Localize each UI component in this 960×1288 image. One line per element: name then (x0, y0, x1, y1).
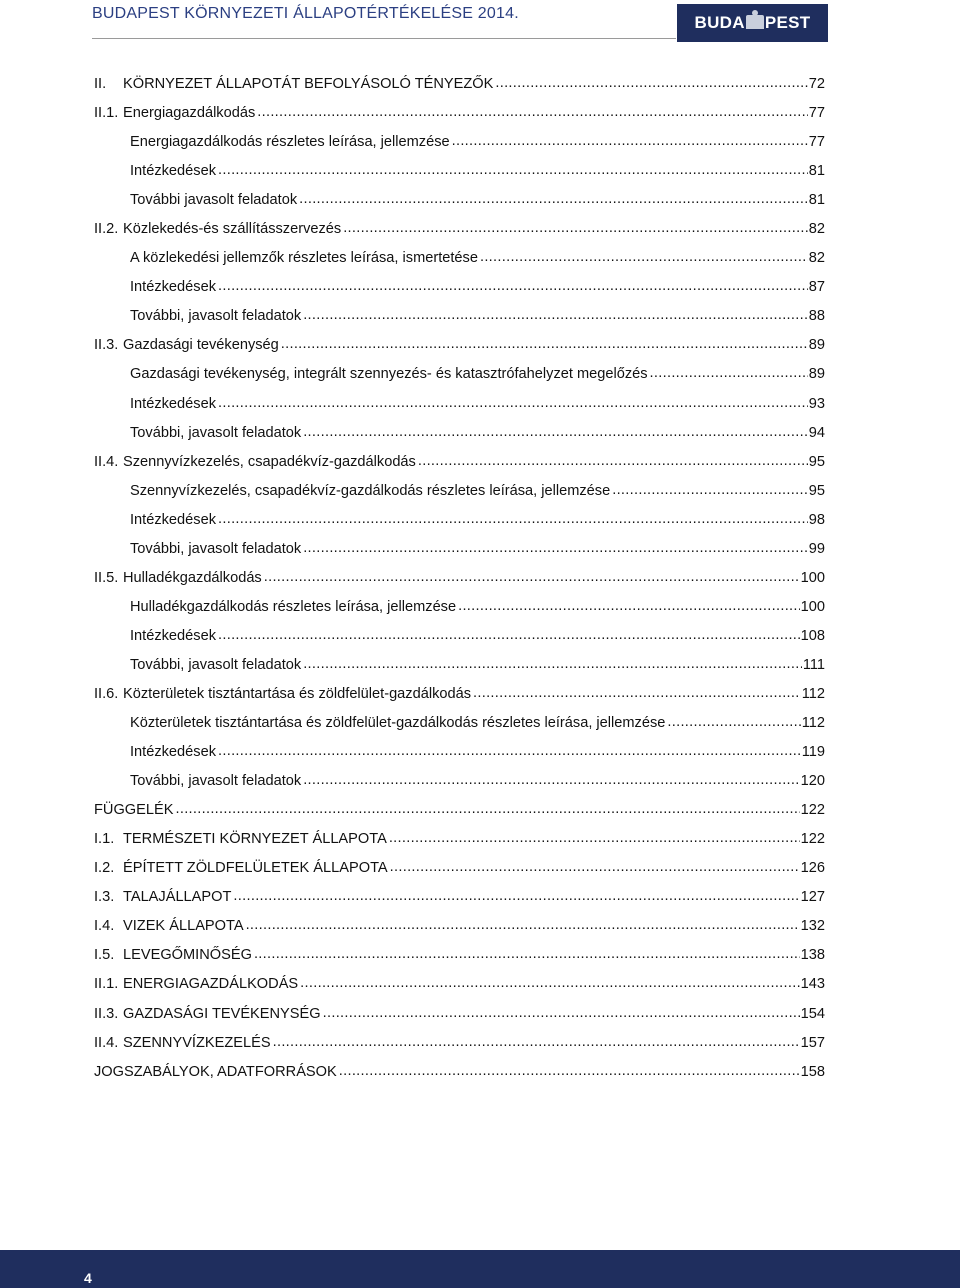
toc-entry-page: 88 (808, 308, 825, 325)
toc-dot-leader (323, 1004, 800, 1018)
toc-entry-title: Intézkedések (130, 395, 216, 412)
toc-entry[interactable] (94, 887, 825, 916)
toc-entry-number: II.2. (94, 221, 119, 238)
toc-dot-leader (303, 306, 808, 320)
toc-entry[interactable] (94, 510, 825, 539)
toc-entry-page: 81 (808, 192, 825, 209)
toc-entry-number: I.4. (94, 918, 115, 935)
toc-entry-title: Intézkedések (130, 279, 216, 296)
toc-entry[interactable] (94, 364, 825, 393)
logo-emblem-icon (746, 15, 764, 29)
toc-entry[interactable] (94, 597, 825, 626)
toc-entry-page: 126 (800, 860, 825, 877)
toc-entry[interactable] (94, 481, 825, 510)
toc-entry-number: II.1. (94, 976, 119, 993)
toc-entry-title: Intézkedések (130, 511, 216, 528)
toc-entry-title: Gazdasági tevékenység (123, 337, 279, 354)
toc-dot-leader (281, 335, 808, 349)
toc-dot-leader (303, 423, 808, 437)
toc-entry-page: 87 (808, 279, 825, 296)
toc-entry[interactable] (94, 800, 825, 829)
toc-entry-number: II.6. (94, 685, 119, 702)
toc-entry[interactable] (94, 974, 825, 1003)
toc-entry[interactable] (94, 858, 825, 887)
toc-entry-page: 132 (800, 918, 825, 935)
toc-entry[interactable] (94, 423, 825, 452)
budapest-logo (677, 4, 828, 42)
toc-entry-page: 95 (808, 482, 825, 499)
toc-entry-page: 99 (808, 540, 825, 557)
toc-entry-page: 81 (808, 163, 825, 180)
toc-dot-leader (218, 626, 800, 640)
toc-entry-title: Közterületek tisztántartása és zöldfelület-gazdálkodás (123, 685, 472, 702)
toc-entry-page: 119 (801, 744, 825, 761)
toc-entry-number: II.3. (94, 337, 119, 354)
toc-entry-title: Közlekedés-és szállításszervezés (123, 221, 342, 238)
toc-entry[interactable] (94, 103, 825, 132)
toc-entry-title: SZENNYVÍZKEZELÉS (123, 1034, 271, 1051)
toc-entry-page: 154 (800, 1005, 825, 1022)
toc-dot-leader (218, 161, 808, 175)
toc-entry-title: További, javasolt feladatok (130, 424, 302, 441)
toc-entry[interactable] (94, 132, 825, 161)
toc-entry-page: 112 (801, 715, 825, 732)
toc-dot-leader (218, 510, 808, 524)
toc-entry-page: 122 (800, 831, 825, 848)
toc-entry-title: ÉPÍTETT ZÖLDFELÜLETEK ÁLLAPOTA (123, 860, 388, 877)
toc-entry-page: 127 (800, 889, 825, 906)
toc-dot-leader (495, 74, 807, 88)
toc-entry-page: 112 (801, 685, 825, 702)
toc-entry-page: 77 (808, 134, 825, 151)
toc-entry[interactable] (94, 713, 825, 742)
toc-entry-title: Intézkedések (130, 163, 216, 180)
toc-entry[interactable] (94, 626, 825, 655)
toc-entry[interactable] (94, 74, 825, 103)
toc-entry-title: További, javasolt feladatok (130, 308, 302, 325)
toc-dot-leader (343, 219, 808, 233)
toc-dot-leader (473, 684, 801, 698)
toc-entry-page: 89 (808, 337, 825, 354)
toc-entry-page: 82 (808, 221, 825, 238)
toc-entry-page: 138 (800, 947, 825, 964)
footer-band (0, 1250, 960, 1288)
toc-entry-number: II. (94, 76, 107, 92)
toc-entry-title: A közlekedési jellemzők részletes leírása, ismertetése (130, 250, 478, 267)
toc-dot-leader (389, 829, 800, 843)
toc-dot-leader (264, 568, 800, 582)
toc-dot-leader (233, 887, 799, 901)
toc-entry-number: I.2. (94, 860, 115, 877)
header-divider (92, 38, 676, 39)
toc-dot-leader (480, 248, 808, 262)
logo-text-left: BUDA (694, 13, 745, 32)
toc-entry-page: 77 (808, 105, 825, 122)
toc-entry-page: 89 (808, 366, 825, 383)
toc-dot-leader (299, 190, 808, 204)
toc-entry-title: LEVEGŐMINŐSÉG (123, 947, 252, 964)
toc-entry-number: II.5. (94, 569, 119, 586)
toc-entry-page: 98 (808, 511, 825, 528)
toc-dot-leader (273, 1033, 800, 1047)
toc-dot-leader (257, 103, 808, 117)
toc-entry[interactable] (94, 248, 825, 277)
toc-dot-leader (452, 132, 808, 146)
toc-entry-title: VIZEK ÁLLAPOTA (123, 918, 244, 935)
toc-dot-leader (246, 916, 800, 930)
toc-entry-number: II.3. (94, 1005, 119, 1022)
toc-entry-title: TALAJÁLLAPOT (123, 889, 232, 906)
toc-entry-page: 111 (802, 656, 825, 673)
toc-entry-page: 100 (800, 598, 825, 615)
toc-dot-leader (303, 655, 802, 669)
toc-entry-title: Energiagazdálkodás (123, 105, 256, 122)
toc-entry[interactable] (94, 742, 825, 771)
toc-entry[interactable] (94, 1062, 825, 1091)
toc-entry[interactable] (94, 568, 825, 597)
toc-dot-leader (612, 481, 808, 495)
toc-entry-title: Hulladékgazdálkodás (123, 569, 262, 586)
toc-entry-title: Közterületek tisztántartása és zöldfelület-gazdálkodás részletes leírása, jellemzése (130, 715, 666, 732)
toc-dot-leader (218, 394, 808, 408)
toc-entry-title: Hulladékgazdálkodás részletes leírása, jellemzése (130, 598, 457, 615)
toc-entry-title: JOGSZABÁLYOK, ADATFORRÁSOK (94, 1063, 337, 1080)
toc-entry[interactable] (94, 219, 825, 248)
toc-entry-title: Energiagazdálkodás részletes leírása, jellemzése (130, 134, 450, 151)
toc-entry-page: 93 (808, 395, 825, 412)
toc-entry-number: I.3. (94, 889, 115, 906)
toc-entry-title: További, javasolt feladatok (130, 656, 302, 673)
toc-dot-leader (218, 277, 808, 291)
toc-entry[interactable] (94, 945, 825, 974)
toc-entry-page: 100 (800, 569, 825, 586)
toc-dot-leader (303, 539, 808, 553)
document-header-title: BUDAPEST KÖRNYEZETI ÁLLAPOTÉRTÉKELÉSE 2014. (92, 5, 519, 22)
toc-entry-number: I.1. (94, 831, 115, 848)
toc-dot-leader (418, 452, 808, 466)
toc-entry-page: 82 (808, 250, 825, 267)
toc-entry-page: 157 (800, 1034, 825, 1051)
toc-dot-leader (339, 1062, 800, 1076)
toc-entry-number: II.4. (94, 1034, 119, 1051)
toc-entry-title: Szennyvízkezelés, csapadékvíz-gazdálkodás (123, 453, 416, 470)
toc-entry-title: ENERGIAGAZDÁLKODÁS (123, 976, 299, 993)
toc-entry[interactable] (94, 771, 825, 800)
toc-entry-title: Intézkedések (130, 744, 216, 761)
toc-dot-leader (390, 858, 800, 872)
toc-entry[interactable] (94, 829, 825, 858)
toc-entry-title: További, javasolt feladatok (130, 773, 302, 790)
toc-entry[interactable] (94, 190, 825, 219)
toc-entry-title: További javasolt feladatok (130, 192, 298, 209)
toc-dot-leader (300, 974, 799, 988)
toc-dot-leader (650, 364, 808, 378)
toc-entry-number: I.5. (94, 947, 115, 964)
toc-entry[interactable] (94, 161, 825, 190)
toc-entry[interactable] (94, 916, 825, 945)
toc-entry-title: Gazdasági tevékenység, integrált szennyezés- és katasztrófahelyzet megelőzés (130, 366, 648, 383)
toc-entry[interactable] (94, 684, 825, 713)
toc-entry-title: Szennyvízkezelés, csapadékvíz-gazdálkodás részletes leírása, jellemzése (130, 482, 611, 499)
toc-entry[interactable] (94, 655, 825, 684)
toc-entry-title: GAZDASÁGI TEVÉKENYSÉG (123, 1005, 321, 1022)
page-number: 4 (84, 1270, 92, 1286)
toc-entry-page: 94 (808, 424, 825, 441)
toc-entry-number: II.4. (94, 453, 119, 470)
toc-entry[interactable] (94, 335, 825, 364)
toc-entry-page: 120 (800, 773, 825, 790)
toc-entry-page: 158 (800, 1063, 825, 1080)
logo-text-right: PEST (764, 13, 811, 32)
toc-entry-title: KÖRNYEZET ÁLLAPOTÁT BEFOLYÁSOLÓ TÉNYEZŐK (123, 76, 494, 92)
toc-dot-leader (667, 713, 800, 727)
toc-entry-title: TERMÉSZETI KÖRNYEZET ÁLLAPOTA (123, 831, 387, 848)
toc-entry-title: Intézkedések (130, 627, 216, 644)
toc-entry[interactable] (94, 306, 825, 335)
toc-dot-leader (458, 597, 800, 611)
toc-dot-leader (254, 945, 800, 959)
toc-entry[interactable] (94, 394, 825, 423)
toc-dot-leader (218, 742, 801, 756)
toc-entry[interactable] (94, 452, 825, 481)
toc-entry-page: 95 (808, 453, 825, 470)
toc-entry-title: FÜGGELÉK (94, 802, 174, 819)
toc-entry-page: 72 (808, 76, 825, 92)
toc-dot-leader (175, 800, 799, 814)
table-of-contents (94, 74, 825, 1091)
toc-entry[interactable] (94, 1004, 825, 1033)
toc-entry[interactable] (94, 1033, 825, 1062)
toc-entry-title: További, javasolt feladatok (130, 540, 302, 557)
toc-entry-number: II.1. (94, 105, 119, 122)
toc-entry-page: 122 (800, 802, 825, 819)
toc-entry[interactable] (94, 539, 825, 568)
toc-dot-leader (303, 771, 799, 785)
toc-entry-page: 143 (800, 976, 825, 993)
toc-entry-page: 108 (800, 627, 825, 644)
toc-entry[interactable] (94, 277, 825, 306)
